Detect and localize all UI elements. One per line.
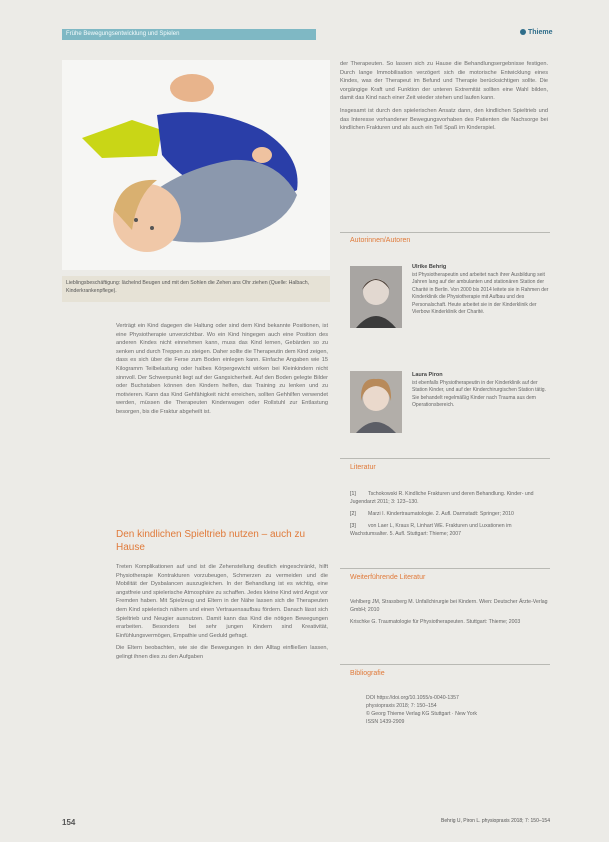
brand-logo <box>520 29 553 36</box>
divider <box>340 232 550 233</box>
further-item: Vehlberg JM, Strassberg M. Unfallchirurgie bei Kindern. Wien: Deutscher Ärzte-Verlag GmbH; 2010 <box>350 599 548 613</box>
brand-name: Thieme <box>528 29 553 36</box>
footer-citation: Behrig U, Piron L. physiopraxis 2018; 7: 150–154 <box>441 818 550 824</box>
authors-heading: Autorinnen/Autoren <box>350 237 411 244</box>
section-bar: Frühe Bewegungsentwicklung und Spielen <box>62 29 316 40</box>
paragraph: Verträgt ein Kind dagegen die Haltung oder sind dem Kind bekannte Positionen, ist eine Physiotherapie unverzichtbar. Wo ein Kind hingegen auch eine Position des anderen Kindes nicht einnehmen kann, muss das Kind lernen, Gebärden so zu senken und durch Treppen zu steigen. Daher sollte die Therapeutin dem Kind zeigen, dass es sich über die Ferse zum Boden einlegen kann. Einfache Angaben wie 15 Kilogramm Teilbelastung oder halbes Körpergewicht wirken bei Kleinkindern nicht sinnvoll. Der Schwerpunkt liegt auf der Gangsicherheit. Auf den Boden gelegte Bilder oder Buchstaben können den Kindern helfen, das Training zu lenken und zu motivieren. Kann das Kind Gehfähigkeit nicht erreichen, sollten Gehhilfen verwendet werden, müssen die Therapeuten Kinderwagen oder Rollstuhl zur Entlastung besorgen, bis die Fraktur abgeheilt ist. <box>116 323 328 415</box>
brand-dot-icon <box>520 29 526 35</box>
author-text: ist Physiotherapeutin und arbeitet nach ihrer Ausbildung seit Jahren lang auf der ambulanten und stationären Station der Charité in Berlin. Von 2000 bis 2014 leitete sie in Rahmen der Kinderklinik die Physiotherapie mit Aufbau und des Personalschaft. Heute arbeitet sie in der Kinderklinik der Vierbow Kinderklinik der Charité. <box>412 271 549 315</box>
author-name: Ulrike Behrig <box>412 264 447 270</box>
paragraph: der Therapeuten. So lassen sich zu Hause die Behandlungsergebnisse festigen. Durch lange Immobilisation verzögert sich die motorische Entwicklung eines Kindes, was der Therapeut im Befund und Therapie berücksichtigen sollte. Die vorgängige Kraft und Funktion der unteren Extremität sollten eine Wahl bilden, damit das Kind nach einer Zeit wieder stehen und laufen kann. <box>340 61 548 102</box>
biblio-line: DOI https://doi.org/10.1055/s-0040-1357 <box>366 695 459 701</box>
page-number: 154 <box>62 818 76 827</box>
portrait-icon <box>350 266 402 328</box>
author-bio-2 <box>412 372 552 410</box>
literature-heading: Literatur <box>350 464 376 471</box>
child-illustration <box>62 60 330 270</box>
right-column <box>340 60 548 137</box>
biblio-line: ISSN 1439-2909 <box>366 719 405 725</box>
paragraph: Treten Komplikationen auf und ist die Zehenstellung deutlich eingeschränkt, hilft Physiotherapie Kontrakturen vorzubeugen, Schmerzen zu vermeiden und die Mobilität der Dysbalancen auszugleichen. In der Behandlung ist es wichtig, eine angstfreie und spielerische Atmosphäre zu schaffen. Jedes kleine Kind wird Angst vor Fremden haben. Mit Spielzeug und Eltern in der Nähe lassen sich die Therapeuten dem Kind spielerisch nähern und einen Vertrauensaufbau fördern. Danach lässt sich Spieltrieb und Neugier ausnutzen. Damit kann das Kind die nötigen Bewegungen erarbeiten. Besonders bei sehr jungen Kindern sind Kreativität, Einfühlungsvermögen, Empathie und Geduld gefragt. <box>116 564 328 639</box>
paragraph: Die Eltern beobachten, wie sie die Bewegungen in den Alltag einfließen lassen, gelingt ihnen dies zu den Aufgaben <box>116 645 328 660</box>
child-photo <box>62 60 330 270</box>
divider <box>340 568 550 569</box>
literature-item: [3] von Laer L, Kraus R, Linhart WE. Frakturen und Luxationen im Wachstumsalter. 5. Aufl. Stuttgart: Thieme; 2007 <box>350 523 512 537</box>
bibliography-block <box>366 694 551 726</box>
left-column-lower <box>116 563 328 666</box>
paragraph: Insgesamt ist durch den spielerischen Ansatz dann, den kindlichen Spieltrieb und das Interesse vorhandener Bewegungsvorhaben des Patienten die Nachsorge bei kindlichen Frakturen und als auch ein Teil Spaß im Kinderspiel. <box>340 107 548 132</box>
author-name: Laura Piron <box>412 372 443 378</box>
literature-item: [1] Tschokowski R. Kindliche Frakturen und deren Behandlung. Kinder- und Jugendarzt 2011; 3: 123–130. <box>350 491 534 505</box>
further-reading-heading: Weiterführende Literatur <box>350 574 426 581</box>
literature-list <box>350 490 550 538</box>
further-reading-list <box>350 598 550 626</box>
author-text: ist ebenfalls Physiotherapeutin in der Kinderklinik auf der Station Kinder, und auf der Kinderchirurgischen Station tätig. Sie behandelt regelmäßig Kinder nach Trauma aus dem Operationsbereich. <box>412 379 546 408</box>
further-item: Krischke G. Traumatologie für Physiotherapeuten. Stuttgart: Thieme; 2003 <box>350 619 521 625</box>
portrait-icon <box>350 371 402 433</box>
figure-caption: Lieblingsbeschäftigung: lächelnd Beugen und mit den Sohlen die Zehen ans Ohr ziehen (Quelle: Halbach, Kinderkrankenpflege). <box>62 276 330 302</box>
author-photo-1 <box>350 266 402 328</box>
biblio-line: physiopraxis 2018; 7: 150–154 <box>366 703 437 709</box>
biblio-line: © Georg Thieme Verlag KG Stuttgart · New York <box>366 711 477 717</box>
left-column <box>116 322 328 421</box>
divider <box>340 458 550 459</box>
author-bio-1 <box>412 264 552 317</box>
divider <box>340 664 550 665</box>
section-heading: Den kindlichen Spieltrieb nutzen – auch zu Hause <box>116 529 306 553</box>
author-photo-2 <box>350 371 402 433</box>
literature-item: [2] Marzi I. Kindertraumatologie. 2. Aufl. Darmstadt: Springer; 2010 <box>350 511 514 517</box>
bibliography-heading: Bibliografie <box>350 670 385 677</box>
